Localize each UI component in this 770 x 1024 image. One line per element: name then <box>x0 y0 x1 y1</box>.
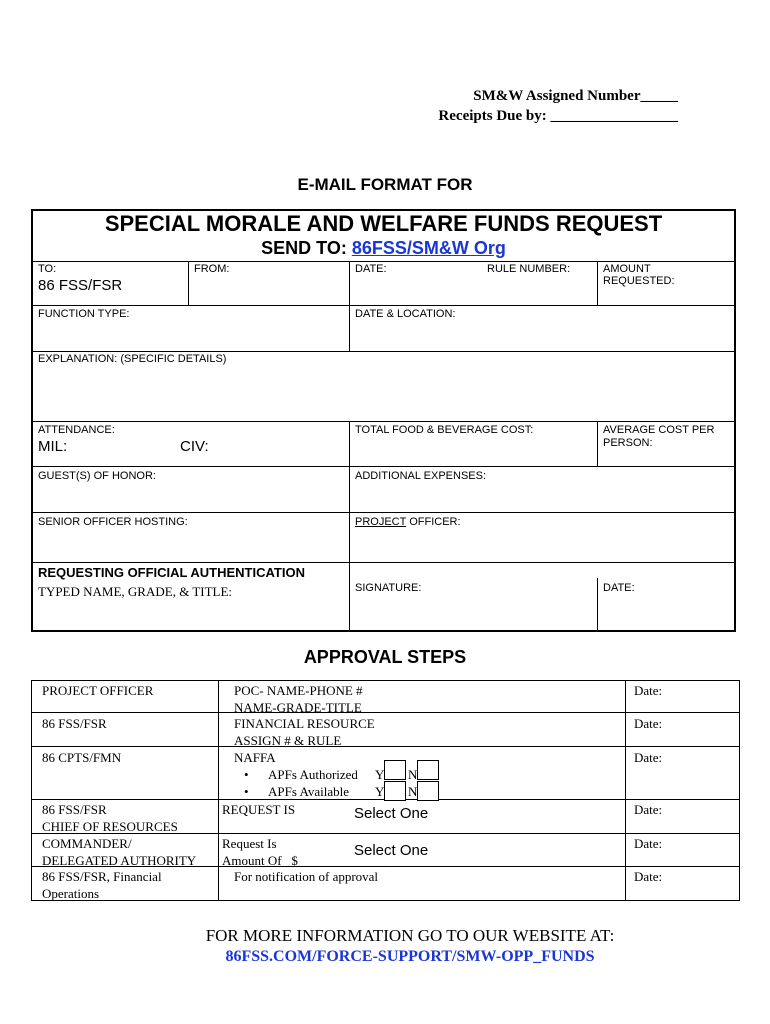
approval-row-financial-ops: 86 FSS/FSR, Financial Operations <box>42 869 162 901</box>
function-type-label: FUNCTION TYPE: <box>38 308 130 320</box>
approval-date-2: Date: <box>634 716 663 731</box>
approval-date-4: Date: <box>634 802 663 817</box>
approval-row-cpts: 86 CPTS/FMN <box>42 750 122 765</box>
request-is-label: REQUEST IS <box>222 802 296 817</box>
approval-date-5: Date: <box>634 836 663 851</box>
project-officer-label: PROJECT OFFICER: <box>355 516 461 528</box>
to-value[interactable]: 86 FSS/FSR <box>38 277 123 294</box>
approval-naffa: NAFFA <box>234 750 276 765</box>
approval-row-chief-resources: 86 FSS/FSR CHIEF OF RESOURCES <box>42 802 178 834</box>
bullet-icon: • <box>244 784 249 799</box>
apfs-available-label: APFs Available <box>268 784 350 799</box>
signature-label: SIGNATURE: <box>355 582 422 594</box>
additional-expenses-label: ADDITIONAL EXPENSES: <box>355 470 487 482</box>
approval-row-fsr: 86 FSS/FSR <box>42 716 107 731</box>
guests-label: GUEST(S) OF HONOR: <box>38 470 156 482</box>
request-amount: Request Is Amount Of _$______________ <box>222 836 389 868</box>
bullet-icon: • <box>244 767 249 782</box>
apfs-available-no-checkbox[interactable] <box>417 781 439 801</box>
format-title: E-MAIL FORMAT FOR <box>297 175 473 194</box>
avg-cost-label: AVERAGE COST PER PERSON: <box>603 424 715 449</box>
approval-poc: POC- NAME-PHONE # NAME-GRADE-TITLE <box>234 683 363 715</box>
send-to <box>31 238 736 259</box>
apfs-authorized-label: APFs Authorized <box>268 767 358 782</box>
apfs-authorized-yes-label: Y <box>375 767 385 782</box>
send-to-label: SEND TO: <box>261 238 352 258</box>
apfs-available-yes-label: Y <box>375 784 385 799</box>
sig-date-label: DATE: <box>603 582 635 594</box>
date-location-label: DATE & LOCATION: <box>355 308 456 320</box>
apfs-authorized-no-checkbox[interactable] <box>417 760 439 780</box>
approval-date-1: Date: <box>634 683 663 698</box>
date-label: DATE: <box>355 263 387 275</box>
auth-title: REQUESTING OFFICIAL AUTHENTICATION <box>38 565 305 580</box>
website-link[interactable]: 86FSS.COM/FORCE-SUPPORT/SMW-OPP_FUNDS <box>225 948 595 965</box>
send-to-link[interactable]: 86FSS/SM&W Org <box>351 238 506 258</box>
approval-row-commander: COMMANDER/ DELEGATED AUTHORITY <box>42 836 197 868</box>
mil-label: MIL: <box>38 438 68 455</box>
apfs-authorized-no-label: N <box>408 767 418 782</box>
approval-date-3: Date: <box>634 750 663 765</box>
from-label: FROM: <box>194 263 230 275</box>
civ-label: CIV: <box>180 438 209 455</box>
more-info-text: FOR MORE INFORMATION GO TO OUR WEBSITE AT: <box>205 926 615 945</box>
approval-title: APPROVAL STEPS <box>303 647 467 667</box>
amount-requested-label: AMOUNT REQUESTED: <box>603 263 675 287</box>
rule-number-label: RULE NUMBER: <box>487 263 571 275</box>
receipts-due: Receipts Due by: _________________ <box>438 108 678 124</box>
attendance-label: ATTENDANCE: <box>38 424 115 436</box>
to-label: TO: <box>38 263 57 275</box>
apfs-available-yes-checkbox[interactable] <box>384 781 406 801</box>
notification-label: For notification of approval <box>234 869 379 884</box>
senior-officer-label: SENIOR OFFICER HOSTING: <box>38 516 188 528</box>
request-status-select[interactable]: Select One <box>354 805 429 822</box>
typed-name-label: TYPED NAME, GRADE, & TITLE: <box>38 584 233 599</box>
form-title: SPECIAL MORALE AND WELFARE FUNDS REQUEST <box>104 211 663 236</box>
approval-financial-resource: FINANCIAL RESOURCE ASSIGN # & RULE <box>234 716 375 748</box>
apfs-available-no-label: N <box>408 784 418 799</box>
assigned-number: SM&W Assigned Number_____ <box>473 88 678 104</box>
apfs-authorized-yes-checkbox[interactable] <box>384 760 406 780</box>
commander-decision-select[interactable]: Select One <box>354 842 429 859</box>
approval-row-project-officer: PROJECT OFFICER <box>42 683 154 698</box>
approval-date-6: Date: <box>634 869 663 884</box>
total-cost-label: TOTAL FOOD & BEVERAGE COST: <box>355 424 534 436</box>
explanation-label: EXPLANATION: (SPECIFIC DETAILS) <box>38 353 227 365</box>
